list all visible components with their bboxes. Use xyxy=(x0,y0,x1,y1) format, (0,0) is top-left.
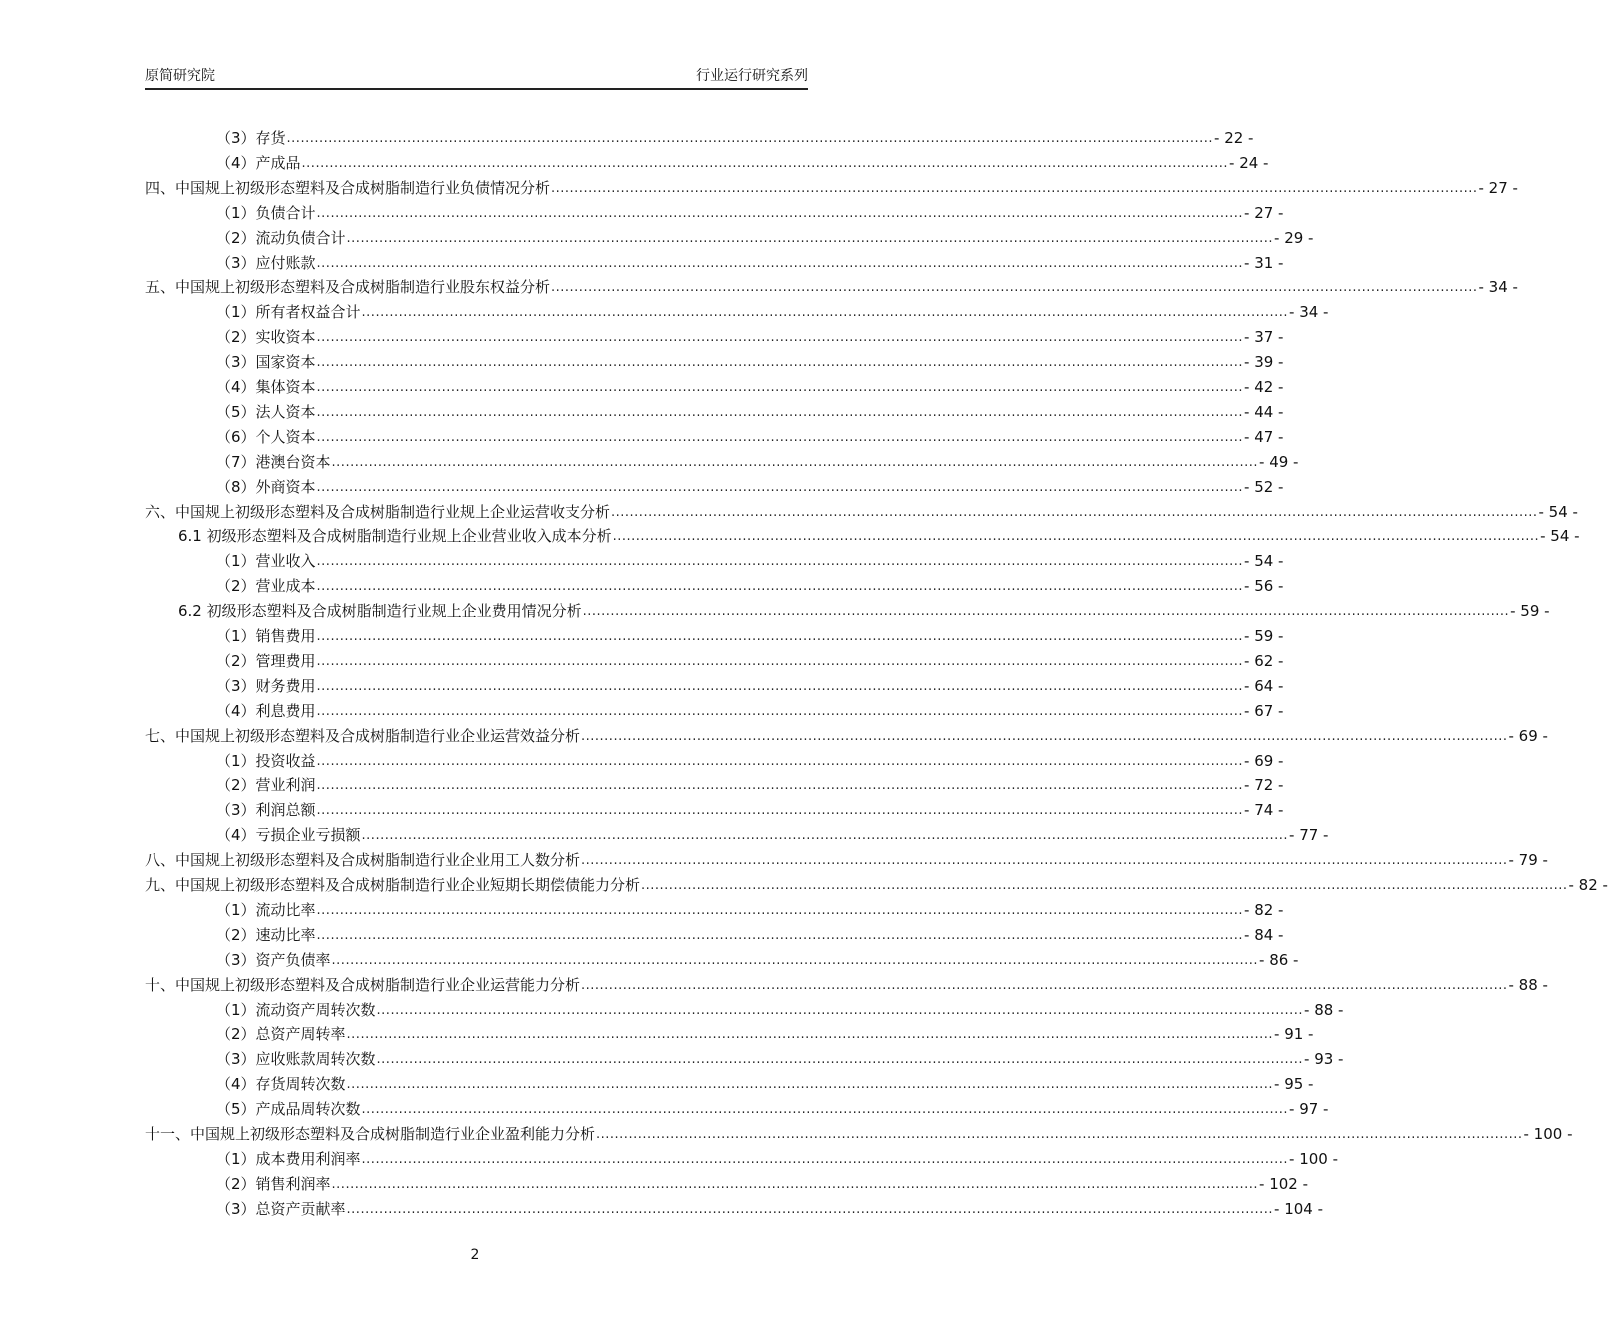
toc-entry[interactable] xyxy=(216,1170,1309,1194)
toc-entry-title: （2）实收资本 xyxy=(216,328,316,347)
toc-leader-dots: ........................................................................................................................................................................................................ xyxy=(316,404,1244,420)
toc-entry-page: - 88 - xyxy=(1304,1000,1344,1019)
toc-leader-dots: ........................................................................................................................................................................................................ xyxy=(316,380,1244,395)
toc-entry-title: （2）管理费用 xyxy=(216,651,316,670)
toc-entry-page: - 47 - xyxy=(1244,427,1284,446)
toc-entry-page: - 49 - xyxy=(1259,452,1299,471)
toc-entry-title: 九、中国规上初级形态塑料及合成树脂制造行业企业短期长期偿债能力分析 xyxy=(145,876,641,894)
toc-entry-page: - 27 - xyxy=(1478,178,1518,197)
toc-entry-title: （3）应付账款 xyxy=(216,253,316,272)
toc-entry[interactable] xyxy=(216,747,1284,771)
toc-entry[interactable] xyxy=(216,473,1284,497)
toc-entry-title: （2）营业成本 xyxy=(216,577,316,596)
toc-entry-title: （4）存货周转次数 xyxy=(216,1075,346,1094)
toc-entry-title: 四、中国规上初级形态塑料及合成树脂制造行业负债情况分析 xyxy=(145,178,551,197)
toc-leader-dots: ........................................................................................................................................................................................................ xyxy=(316,479,1244,495)
toc-leader-dots: ........................................................................................................................................................................................................ xyxy=(316,255,1244,271)
page-header xyxy=(145,66,808,90)
toc-entry[interactable] xyxy=(178,597,1550,621)
toc-entry-title: 十一、中国规上初级形态塑料及合成树脂制造行业企业盈利能力分析 xyxy=(145,1125,596,1143)
toc-leader-dots: ........................................................................................................................................................................................................ xyxy=(316,678,1244,694)
toc-entry-page: - 79 - xyxy=(1508,851,1548,870)
toc-entry[interactable] xyxy=(145,971,1548,995)
toc-entry[interactable] xyxy=(178,522,1580,546)
toc-entry-page: - 59 - xyxy=(1244,627,1284,645)
toc-leader-dots: ........................................................................................................................................................................................................ xyxy=(551,180,1478,196)
toc-entry-page: - 72 - xyxy=(1244,776,1284,795)
toc-leader-dots: ........................................................................................................................................................................................................ xyxy=(361,305,1289,321)
toc-entry[interactable] xyxy=(216,348,1284,372)
toc-entry[interactable] xyxy=(145,871,1608,895)
toc-leader-dots: ........................................................................................................................................................................................................ xyxy=(316,579,1244,595)
toc-leader-dots: ........................................................................................................................................................................................................ xyxy=(316,554,1244,570)
toc-entry[interactable] xyxy=(216,946,1299,970)
toc-entry[interactable] xyxy=(145,174,1518,198)
toc-entry-page: - 29 - xyxy=(1274,228,1314,247)
toc-leader-dots: ........................................................................................................................................................................................................ xyxy=(551,280,1478,296)
toc-leader-dots: ........................................................................................................................................................................................................ xyxy=(316,778,1244,794)
toc-leader-dots: ........................................................................................................................................................................................................ xyxy=(361,828,1289,844)
toc-entry[interactable] xyxy=(216,1045,1344,1069)
toc-leader-dots: ........................................................................................................................................................................................................ xyxy=(611,504,1538,520)
toc-entry-page: - 100 - xyxy=(1289,1149,1339,1168)
toc-leader-dots: ........................................................................................................................................................................................................ xyxy=(376,1052,1304,1068)
toc-entry-title: 十、中国规上初级形态塑料及合成树脂制造行业企业运营能力分析 xyxy=(145,975,581,994)
toc-entry-title: （5）法人资本 xyxy=(216,402,316,421)
toc-entry-title: （2）销售利润率 xyxy=(216,1174,331,1193)
toc-entry[interactable] xyxy=(216,1020,1314,1044)
toc-leader-dots: ........................................................................................................................................................................................................ xyxy=(361,1151,1289,1167)
toc-entry-title: （4）产成品 xyxy=(216,153,301,172)
toc-entry-title: （1）流动资产周转次数 xyxy=(216,1000,376,1019)
toc-entry-page: - 93 - xyxy=(1304,1050,1344,1069)
toc-entry-page: - 39 - xyxy=(1244,353,1284,372)
toc-entry-page: - 95 - xyxy=(1274,1075,1314,1094)
toc-entry-page: - 77 - xyxy=(1289,826,1329,845)
toc-entry-page: - 52 - xyxy=(1244,477,1284,496)
toc-leader-dots: ........................................................................................................................................................................................................ xyxy=(596,1127,1523,1142)
page-number: 2 xyxy=(470,1247,480,1263)
toc-entry-title: （3）利润总额 xyxy=(216,801,316,820)
toc-entry-page: - 67 - xyxy=(1244,701,1284,720)
toc-leader-dots: ........................................................................................................................................................................................................ xyxy=(316,653,1244,669)
toc-entry[interactable] xyxy=(216,298,1329,322)
header-publisher: 原简研究院 xyxy=(145,68,215,84)
toc-entry-page: - 22 - xyxy=(1214,129,1254,147)
toc-leader-dots: ........................................................................................................................................................................................................ xyxy=(581,853,1508,869)
toc-leader-dots: ........................................................................................................................................................................................................ xyxy=(316,803,1244,819)
toc-entry-title: （1）负债合计 xyxy=(216,203,316,222)
toc-entry-title: （3）总资产贡献率 xyxy=(216,1199,346,1218)
toc-entry-page: - 69 - xyxy=(1244,751,1284,770)
toc-entry-page: - 97 - xyxy=(1289,1100,1329,1119)
toc-entry-page: - 31 - xyxy=(1244,253,1284,272)
toc-entry-title: （1）销售费用 xyxy=(216,627,316,645)
toc-entry-title: （3）国家资本 xyxy=(216,353,316,372)
toc-entry-page: - 64 - xyxy=(1244,676,1284,695)
toc-entry-page: - 100 - xyxy=(1523,1125,1573,1143)
toc-entry[interactable] xyxy=(216,149,1269,173)
toc-entry[interactable] xyxy=(216,1195,1324,1219)
toc-entry-page: - 82 - xyxy=(1568,876,1608,894)
toc-leader-dots: ........................................................................................................................................................................................................ xyxy=(582,604,1510,620)
toc-entry-page: - 102 - xyxy=(1259,1174,1309,1193)
toc-entry-page: - 27 - xyxy=(1244,203,1284,222)
toc-entry-title: （1）投资收益 xyxy=(216,751,316,770)
toc-entry-title: （4）利息费用 xyxy=(216,701,316,720)
toc-entry[interactable] xyxy=(216,896,1284,920)
toc-entry-page: - 62 - xyxy=(1244,651,1284,670)
toc-entry-page: - 44 - xyxy=(1244,402,1284,421)
toc-entry[interactable] xyxy=(216,796,1284,820)
toc-entry[interactable] xyxy=(145,498,1578,522)
toc-entry[interactable] xyxy=(216,423,1284,447)
toc-leader-dots: ........................................................................................................................................................................................................ xyxy=(316,927,1244,943)
toc-entry[interactable] xyxy=(145,846,1548,870)
toc-leader-dots: ........................................................................................................................................................................................................ xyxy=(331,454,1259,470)
toc-leader-dots: ........................................................................................................................................................................................................ xyxy=(286,131,1214,146)
toc-entry-title: （1）成本费用利润率 xyxy=(216,1149,361,1168)
toc-entry[interactable] xyxy=(145,273,1518,297)
toc-entry[interactable] xyxy=(216,199,1284,223)
toc-entry[interactable] xyxy=(216,1095,1329,1119)
toc-entry[interactable] xyxy=(216,697,1284,721)
toc-entry[interactable] xyxy=(216,124,1254,148)
toc-entry[interactable] xyxy=(216,1145,1339,1169)
toc-entry[interactable] xyxy=(216,771,1284,795)
toc-entry[interactable] xyxy=(216,249,1284,273)
toc-entry-title: 六、中国规上初级形态塑料及合成树脂制造行业规上企业运营收支分析 xyxy=(145,502,611,521)
toc-entry-page: - 37 - xyxy=(1244,328,1284,347)
toc-entry-page: - 84 - xyxy=(1244,925,1284,944)
toc-entry-page: - 54 - xyxy=(1538,502,1578,521)
toc-entry-title: （1）所有者权益合计 xyxy=(216,303,361,322)
toc-entry[interactable] xyxy=(216,672,1284,696)
toc-leader-dots: ........................................................................................................................................................................................................ xyxy=(331,952,1259,968)
toc-leader-dots: ........................................................................................................................................................................................................ xyxy=(581,977,1508,993)
toc-leader-dots: ........................................................................................................................................................................................................ xyxy=(316,629,1244,644)
toc-leader-dots: ........................................................................................................................................................................................................ xyxy=(316,355,1244,371)
toc-leader-dots: ........................................................................................................................................................................................................ xyxy=(346,1201,1274,1217)
toc-entry-title: 八、中国规上初级形态塑料及合成树脂制造行业企业用工人数分析 xyxy=(145,851,581,870)
toc-entry[interactable] xyxy=(216,996,1344,1020)
toc-leader-dots: ........................................................................................................................................................................................................ xyxy=(581,728,1508,744)
toc-leader-dots: ........................................................................................................................................................................................................ xyxy=(361,1102,1289,1118)
toc-entry-title: （1）流动比率 xyxy=(216,900,316,919)
toc-leader-dots: ........................................................................................................................................................................................................ xyxy=(612,529,1540,545)
toc-entry-title: （2）速动比率 xyxy=(216,925,316,944)
toc-entry[interactable] xyxy=(216,398,1284,422)
toc-entry-page: - 54 - xyxy=(1244,552,1284,571)
toc-entry-page: - 82 - xyxy=(1244,900,1284,919)
toc-entry-title: （8）外商资本 xyxy=(216,477,316,496)
toc-entry[interactable] xyxy=(216,647,1284,671)
toc-entry-title: （3）应收账款周转次数 xyxy=(216,1050,376,1069)
toc-leader-dots: ........................................................................................................................................................................................................ xyxy=(316,330,1244,346)
toc-entry[interactable] xyxy=(216,1070,1314,1094)
toc-leader-dots: ........................................................................................................................................................................................................ xyxy=(316,753,1244,769)
toc-leader-dots: ........................................................................................................................................................................................................ xyxy=(316,205,1244,221)
toc-entry-title: （2）总资产周转率 xyxy=(216,1025,346,1044)
toc-entry-title: 五、中国规上初级形态塑料及合成树脂制造行业股东权益分析 xyxy=(145,278,551,297)
toc-leader-dots: ........................................................................................................................................................................................................ xyxy=(316,902,1244,918)
toc-entry-page: - 104 - xyxy=(1274,1199,1324,1218)
toc-entry[interactable] xyxy=(145,1120,1573,1144)
toc-entry-page: - 88 - xyxy=(1508,975,1548,994)
toc-entry[interactable] xyxy=(216,224,1314,248)
toc-entry-page: - 59 - xyxy=(1510,602,1550,621)
toc-entry-title: （2）流动负债合计 xyxy=(216,228,346,247)
toc-entry[interactable] xyxy=(216,821,1329,845)
toc-leader-dots: ........................................................................................................................................................................................................ xyxy=(316,703,1244,719)
toc-entry-page: - 91 - xyxy=(1274,1025,1314,1044)
toc-entry[interactable] xyxy=(216,547,1284,571)
toc-leader-dots: ........................................................................................................................................................................................................ xyxy=(346,230,1274,246)
toc-entry[interactable] xyxy=(145,722,1548,746)
toc-entry-page: - 86 - xyxy=(1259,950,1299,969)
toc-leader-dots: ........................................................................................................................................................................................................ xyxy=(316,429,1244,445)
toc-entry-title: （7）港澳台资本 xyxy=(216,452,331,471)
toc-entry-title: （3）财务费用 xyxy=(216,676,316,695)
toc-entry-title: 七、中国规上初级形态塑料及合成树脂制造行业企业运营效益分析 xyxy=(145,726,581,745)
toc-leader-dots: ........................................................................................................................................................................................................ xyxy=(346,1027,1274,1043)
toc-leader-dots: ........................................................................................................................................................................................................ xyxy=(301,155,1229,171)
toc-entry-page: - 74 - xyxy=(1244,801,1284,820)
toc-entry[interactable] xyxy=(216,622,1284,646)
toc-entry[interactable] xyxy=(216,448,1299,472)
toc-entry-page: - 56 - xyxy=(1244,577,1284,596)
toc-entry-title: （1）营业收入 xyxy=(216,552,316,571)
toc-entry-title: （3）存货 xyxy=(216,129,286,147)
toc-entry-page: - 42 - xyxy=(1244,378,1284,396)
toc-leader-dots: ........................................................................................................................................................................................................ xyxy=(331,1176,1259,1192)
toc-entry-title: （3）资产负债率 xyxy=(216,950,331,969)
toc-entry-title: （4）集体资本 xyxy=(216,378,316,396)
toc-entry-page: - 24 - xyxy=(1229,153,1269,172)
toc-entry[interactable] xyxy=(216,323,1284,347)
header-series: 行业运行研究系列 xyxy=(696,68,808,84)
toc-entry-page: - 34 - xyxy=(1478,278,1518,297)
toc-entry[interactable] xyxy=(216,373,1284,397)
toc-entry-page: - 69 - xyxy=(1508,726,1548,745)
toc-leader-dots: ........................................................................................................................................................................................................ xyxy=(376,1002,1304,1018)
toc-entry[interactable] xyxy=(216,921,1284,945)
toc-entry-title: （4）亏损企业亏损额 xyxy=(216,826,361,845)
toc-leader-dots: ........................................................................................................................................................................................................ xyxy=(346,1077,1274,1093)
toc-entry-title: （5）产成品周转次数 xyxy=(216,1100,361,1119)
toc-entry-title: （2）营业利润 xyxy=(216,776,316,795)
toc-entry-page: - 34 - xyxy=(1289,303,1329,322)
toc-entry[interactable] xyxy=(216,572,1284,596)
toc-entry-title: （6）个人资本 xyxy=(216,427,316,446)
toc-entry-title: 6.2 初级形态塑料及合成树脂制造行业规上企业费用情况分析 xyxy=(178,602,582,621)
toc-entry-page: - 54 - xyxy=(1540,527,1580,546)
toc-leader-dots: ........................................................................................................................................................................................................ xyxy=(641,878,1568,893)
toc-entry-title: 6.1 初级形态塑料及合成树脂制造行业规上企业营业收入成本分析 xyxy=(178,527,612,546)
